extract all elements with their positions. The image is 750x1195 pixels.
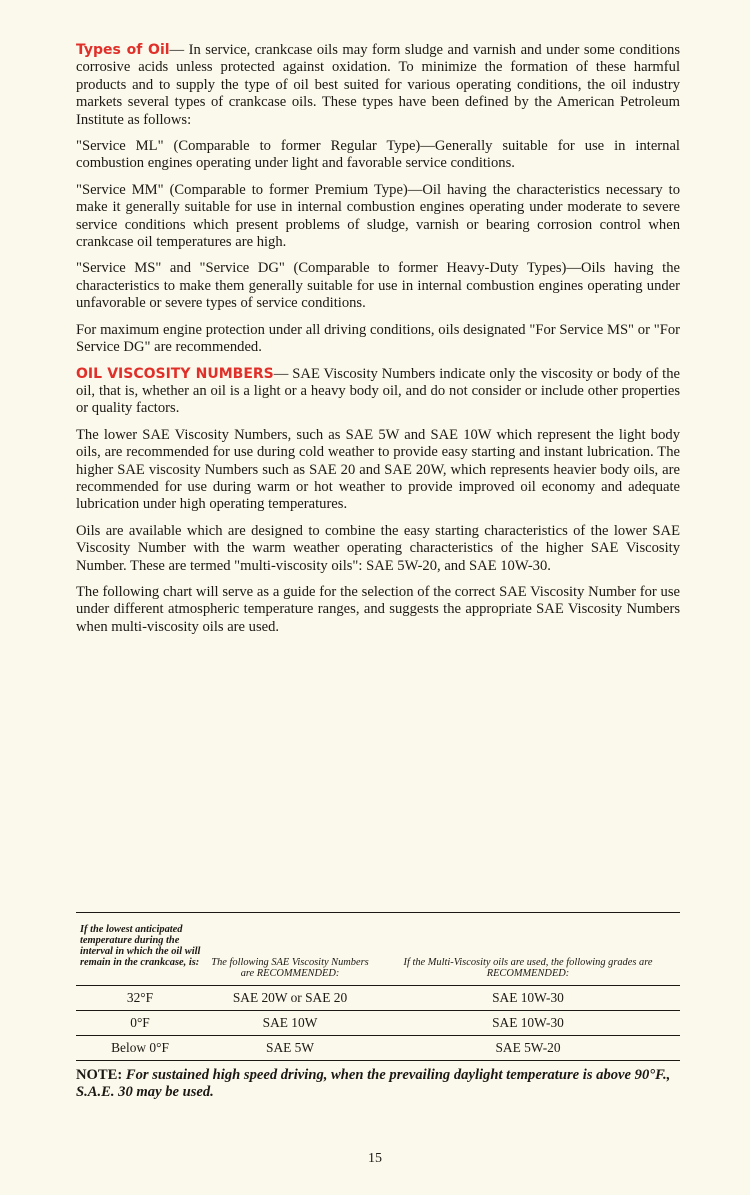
chart-row <box>76 986 680 1011</box>
chart-header-multi: If the Multi-Viscosity oils are used, the following grades are RECOMMENDED: <box>403 957 653 979</box>
chart-header-temperature: If the lowest anticipated temperature during the interval in which the oil will remain in the crankcase, is: <box>80 924 201 968</box>
chart-cell-multi: SAE 10W-30 <box>492 990 564 1005</box>
multi-viscosity-paragraph: Oils are available which are designed to combine the easy starting characteristics of the lower SAE Viscosity Number with the warm weather operating characteristics of the higher SAE Viscosity Number. These are termed "multi-viscosity oils": SAE 5W-20, and SAE 10W-30. <box>76 522 680 574</box>
types-of-oil-text: — In service, crankcase oils may form sludge and varnish and under some conditions corrosive acids unless protected against oxidation. To minimize the formation of these harmful products and to supply the type of oil best suited for various operating conditions, the oil industry markets several types of crankcase oils. These types have been defined by the American Petroleum Institute as follows: <box>76 42 680 128</box>
note <box>76 1067 680 1101</box>
note-text: For sustained high speed driving, when the prevailing daylight temperature is above 90°F., S.A.E. 30 may be used. <box>76 1067 671 1100</box>
chart-cell-temperature: 32°F <box>126 990 154 1005</box>
max-protection-paragraph: For maximum engine protection under all driving conditions, oils designated "For Service MS" or "For Service DG" are recommended. <box>76 321 680 356</box>
chart-header-row <box>76 913 680 986</box>
chart-row <box>76 1011 680 1036</box>
note-label: NOTE: <box>76 1067 123 1083</box>
chart-cell-sae: SAE 5W <box>266 1040 314 1055</box>
service-ml-paragraph: "Service ML" (Comparable to former Regular Type)—Generally suitable for use in internal combustion engines operating under light and favorable service conditions. <box>76 138 680 172</box>
types-of-oil-paragraph <box>76 42 680 129</box>
page-number: 15 <box>368 1151 382 1166</box>
lower-higher-paragraph: The lower SAE Viscosity Numbers, such as SAE 5W and SAE 10W which represent the light body oils, are recommended for use during cold weather to provide easy starting and instant lubrication. The higher SAE viscosity Numbers such as SAE 20 and SAE 20W, which represents heavier body oils, are recommended for use during warm or hot weather to provide improved oil economy and adequate lubrication under high operating temperatures. <box>76 426 680 513</box>
chart-row <box>76 1036 680 1061</box>
types-of-oil-heading: Types of Oil <box>76 42 170 58</box>
chart-cell-temperature: Below 0°F <box>111 1040 169 1055</box>
chart-cell-multi: SAE 5W-20 <box>495 1040 561 1055</box>
service-ms-dg-paragraph: "Service MS" and "Service DG" (Comparable to former Heavy-Duty Types)—Oils having the characteristics to make them generally suitable for use in internal combustion engines operating under unfavorable or severe types of service conditions. <box>76 260 680 312</box>
chart-header-sae: The following SAE Viscosity Numbers are RECOMMENDED: <box>211 957 369 979</box>
viscosity-heading: OIL VISCOSITY NUMBERS <box>76 365 274 382</box>
chart-cell-temperature: 0°F <box>130 1015 150 1030</box>
viscosity-text: — SAE Viscosity Numbers indicate only the viscosity or body of the oil, that is, whether an oil is a light or a heavy body oil, and do not consider or include other properties or quality factors. <box>76 365 680 417</box>
chart-cell-multi: SAE 10W-30 <box>492 1015 564 1030</box>
viscosity-chart <box>76 912 680 1101</box>
chart-cell-sae: SAE 20W or SAE 20 <box>232 990 348 1005</box>
service-mm-paragraph: "Service MM" (Comparable to former Premium Type)—Oil having the characteristics necessary to make it generally suitable for use in internal combustion engines operating under moderate to severe service conditions which present problems of sludge, varnish or bearing corrosion control when crankcase oil temperatures are high. <box>76 181 680 251</box>
body-text <box>76 42 680 645</box>
viscosity-paragraph <box>76 366 680 418</box>
chart-cell-sae: SAE 10W <box>262 1015 318 1030</box>
chart-intro-paragraph: The following chart will serve as a guide for the selection of the correct SAE Viscosity Number for use under different atmospheric temperature ranges, and suggests the appropriate SAE Viscosity Numbers when multi-viscosity oils are used. <box>76 583 680 635</box>
